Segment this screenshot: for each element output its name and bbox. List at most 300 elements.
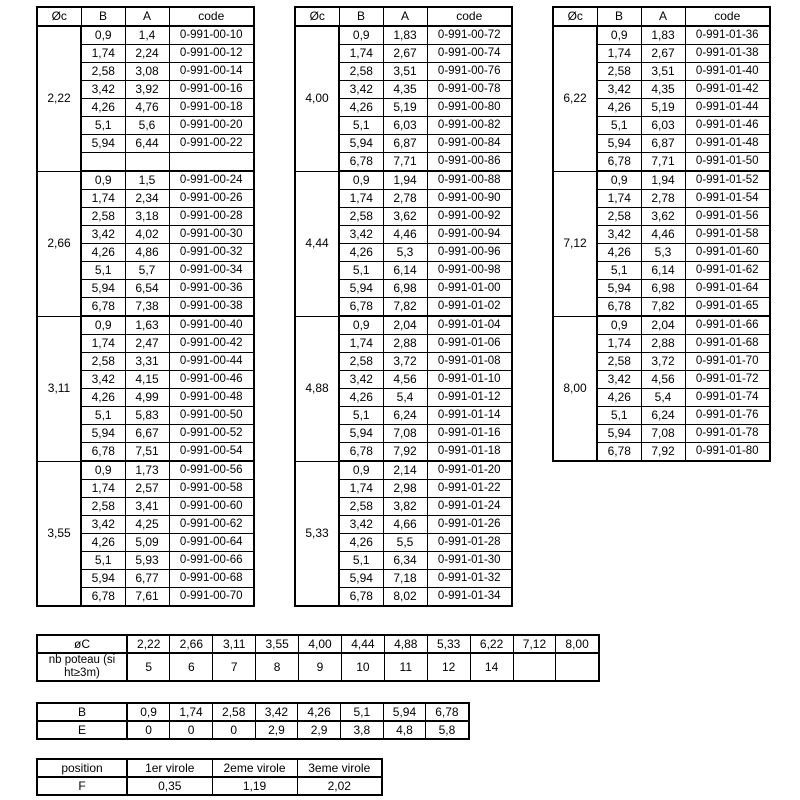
a-cell: 4,76 (125, 99, 169, 117)
code-cell: 0-991-01-52 (685, 171, 770, 190)
table-row (37, 703, 469, 721)
value-cell: 9 (299, 653, 342, 681)
value-cell: 7 (213, 653, 256, 681)
code-table-2 (294, 6, 513, 607)
a-cell: 3,72 (383, 353, 427, 371)
b-cell: 5,1 (339, 117, 383, 135)
a-cell: 6,14 (383, 262, 427, 280)
a-cell: 2,78 (641, 190, 685, 208)
code-cell: 0-991-01-74 (685, 389, 770, 407)
code-cell: 0-991-01-64 (685, 280, 770, 298)
position-table (36, 758, 383, 796)
a-cell: 3,31 (125, 353, 169, 371)
a-cell: 1,73 (125, 461, 169, 480)
code-cell: 0-991-00-10 (169, 26, 254, 45)
a-cell: 5,19 (383, 99, 427, 117)
diameter-cell: 4,44 (295, 171, 339, 316)
code-cell: 0-991-00-92 (427, 208, 512, 226)
value-cell: 2,9 (255, 721, 298, 739)
code-cell: 0-991-00-32 (169, 244, 254, 262)
b-cell: 2,58 (339, 353, 383, 371)
code-cell: 0-991-01-24 (427, 498, 512, 516)
value-cell: 11 (384, 653, 427, 681)
code-cell: 0-991-01-16 (427, 425, 512, 443)
value-cell (513, 653, 556, 681)
value-cell: 0 (127, 721, 170, 739)
code-cell: 0-991-01-72 (685, 371, 770, 389)
a-cell: 7,38 (125, 298, 169, 317)
b-cell: 5,94 (597, 425, 641, 443)
table-row (295, 461, 512, 480)
b-cell: 4,26 (339, 389, 383, 407)
b-cell: 4,26 (597, 99, 641, 117)
code-cell: 0-991-01-12 (427, 389, 512, 407)
a-cell: 5,7 (125, 262, 169, 280)
a-cell: 6,24 (383, 407, 427, 425)
code-cell: 0-991-00-56 (169, 461, 254, 480)
code-cell: 0-991-00-22 (169, 135, 254, 153)
column-header: code (427, 7, 512, 26)
value-cell: 8 (256, 653, 299, 681)
code-cell: 0-991-00-94 (427, 226, 512, 244)
a-cell: 3,72 (641, 353, 685, 371)
b-cell: 5,1 (339, 262, 383, 280)
code-cell: 0-991-00-66 (169, 552, 254, 570)
a-cell: 3,41 (125, 498, 169, 516)
a-cell: 5,6 (125, 117, 169, 135)
b-cell: 5,94 (339, 280, 383, 298)
a-cell: 2,98 (383, 480, 427, 498)
b-cell: 2,58 (597, 208, 641, 226)
value-cell: 1,19 (212, 777, 297, 795)
code-cell: 0-991-00-24 (169, 171, 254, 190)
a-cell: 6,67 (125, 425, 169, 443)
b-cell: 5,1 (597, 117, 641, 135)
value-cell: 4,8 (383, 721, 426, 739)
b-cell: 4,26 (81, 244, 125, 262)
code-cell: 0-991-01-28 (427, 534, 512, 552)
a-cell: 3,51 (641, 63, 685, 81)
code-cell: 0-991-00-36 (169, 280, 254, 298)
a-cell: 5,3 (641, 244, 685, 262)
code-cell: 0-991-00-40 (169, 316, 254, 335)
b-cell: 0,9 (81, 461, 125, 480)
b-cell: 3,42 (81, 226, 125, 244)
table-row (295, 171, 512, 190)
a-cell: 7,18 (383, 570, 427, 588)
b-cell: 2,58 (339, 208, 383, 226)
b-cell: 1,74 (339, 45, 383, 63)
a-cell: 6,87 (383, 135, 427, 153)
b-cell: 5,1 (597, 262, 641, 280)
a-cell: 2,57 (125, 480, 169, 498)
a-cell: 5,93 (125, 552, 169, 570)
table-row (295, 316, 512, 335)
table-row (37, 653, 599, 681)
code-cell: 0-991-01-00 (427, 280, 512, 298)
b-cell: 1,74 (81, 335, 125, 353)
b-cell: 4,26 (81, 389, 125, 407)
b-cell: 1,74 (339, 335, 383, 353)
column-header: A (383, 7, 427, 26)
value-cell: 5 (127, 653, 170, 681)
table-row (37, 26, 254, 45)
b-cell: 3,42 (339, 81, 383, 99)
a-cell: 6,98 (383, 280, 427, 298)
column-header: A (641, 7, 685, 26)
b-cell: 4,26 (81, 534, 125, 552)
b-cell: 1,74 (597, 190, 641, 208)
value-cell: 2,58 (212, 703, 255, 721)
a-cell: 2,67 (383, 45, 427, 63)
b-cell: 5,94 (339, 425, 383, 443)
code-cell: 0-991-00-74 (427, 45, 512, 63)
column-header: B (339, 7, 383, 26)
column-header: B (81, 7, 125, 26)
code-cell: 0-991-01-50 (685, 153, 770, 172)
code-cell: 0-991-00-50 (169, 407, 254, 425)
diameter-cell: 7,12 (553, 171, 597, 316)
b-cell: 2,58 (597, 63, 641, 81)
b-cell: 5,1 (81, 407, 125, 425)
b-cell: 3,42 (81, 81, 125, 99)
a-cell: 7,82 (383, 298, 427, 317)
value-cell: 2,9 (298, 721, 341, 739)
b-cell: 6,78 (339, 588, 383, 607)
code-cell: 0-991-00-96 (427, 244, 512, 262)
value-cell: 5,1 (340, 703, 383, 721)
a-cell: 2,88 (641, 335, 685, 353)
b-cell: 4,26 (81, 99, 125, 117)
b-cell: 0,9 (339, 316, 383, 335)
code-cell: 0-991-01-60 (685, 244, 770, 262)
value-cell: 2,66 (170, 635, 213, 653)
b-cell: 5,94 (597, 280, 641, 298)
b-cell: 1,74 (339, 480, 383, 498)
code-cell: 0-991-01-22 (427, 480, 512, 498)
code-cell: 0-991-00-54 (169, 443, 254, 462)
a-cell: 1,94 (641, 171, 685, 190)
code-cell: 0-991-00-16 (169, 81, 254, 99)
b-cell: 3,42 (339, 226, 383, 244)
code-cell: 0-991-00-26 (169, 190, 254, 208)
code-cell: 0-991-00-44 (169, 353, 254, 371)
diameter-cell: 3,11 (37, 316, 81, 461)
b-cell: 3,42 (597, 371, 641, 389)
row-label: position (37, 759, 127, 777)
b-e-table (36, 702, 470, 740)
a-cell: 7,92 (383, 443, 427, 462)
code-cell: 0-991-01-80 (685, 443, 770, 462)
value-cell: 3,11 (213, 635, 256, 653)
a-cell: 1,4 (125, 26, 169, 45)
value-cell: 5,8 (426, 721, 469, 739)
b-cell: 0,9 (339, 171, 383, 190)
a-cell: 6,44 (125, 135, 169, 153)
b-cell: 5,94 (81, 135, 125, 153)
code-cell: 0-991-01-65 (685, 298, 770, 317)
b-cell: 2,58 (339, 498, 383, 516)
diameter-cell: 2,66 (37, 171, 81, 316)
value-cell: 3eme virole (297, 759, 382, 777)
a-cell: 5,4 (641, 389, 685, 407)
value-cell: 0,9 (127, 703, 170, 721)
b-cell: 5,94 (339, 135, 383, 153)
code-cell: 0-991-01-46 (685, 117, 770, 135)
b-cell: 2,58 (81, 63, 125, 81)
a-cell: 1,83 (383, 26, 427, 45)
table-row (37, 461, 254, 480)
code-cell: 0-991-01-38 (685, 45, 770, 63)
b-cell: 5,94 (81, 425, 125, 443)
code-cell: 0-991-01-42 (685, 81, 770, 99)
b-cell: 0,9 (81, 316, 125, 335)
code-cell: 0-991-00-38 (169, 298, 254, 317)
diameter-cell: 8,00 (553, 316, 597, 461)
a-cell: 6,03 (641, 117, 685, 135)
code-cell: 0-991-01-10 (427, 371, 512, 389)
a-cell: 2,14 (383, 461, 427, 480)
a-cell: 1,83 (641, 26, 685, 45)
a-cell: 6,03 (383, 117, 427, 135)
code-cell: 0-991-01-56 (685, 208, 770, 226)
code-cell: 0-991-01-36 (685, 26, 770, 45)
b-cell: 3,42 (81, 371, 125, 389)
a-cell: 4,35 (641, 81, 685, 99)
code-cell: 0-991-01-18 (427, 443, 512, 462)
b-cell: 6,78 (597, 153, 641, 172)
a-cell: 1,63 (125, 316, 169, 335)
b-cell: 2,58 (81, 208, 125, 226)
b-cell: 3,42 (597, 81, 641, 99)
a-cell: 4,35 (383, 81, 427, 99)
value-cell: 4,00 (299, 635, 342, 653)
row-label: nb poteau (si ht≥3m) (37, 653, 127, 681)
b-cell: 5,94 (597, 135, 641, 153)
value-cell: 2,22 (127, 635, 170, 653)
a-cell: 2,34 (125, 190, 169, 208)
code-cell: 0-991-00-18 (169, 99, 254, 117)
code-cell: 0-991-01-48 (685, 135, 770, 153)
code-cell: 0-991-01-66 (685, 316, 770, 335)
value-cell (556, 653, 599, 681)
code-cell: 0-991-00-60 (169, 498, 254, 516)
code-table-1 (36, 6, 255, 607)
a-cell: 6,77 (125, 570, 169, 588)
code-cell: 0-991-00-12 (169, 45, 254, 63)
value-cell: 14 (470, 653, 513, 681)
b-cell: 4,26 (339, 99, 383, 117)
row-label: E (37, 721, 127, 739)
table-row (37, 721, 469, 739)
value-cell: 2eme virole (212, 759, 297, 777)
a-cell: 5,5 (383, 534, 427, 552)
a-cell: 2,04 (641, 316, 685, 335)
code-cell: 0-991-00-76 (427, 63, 512, 81)
code-cell: 0-991-01-32 (427, 570, 512, 588)
a-cell: 2,04 (383, 316, 427, 335)
code-cell: 0-991-00-84 (427, 135, 512, 153)
b-cell: 0,9 (81, 171, 125, 190)
code-cell: 0-991-01-54 (685, 190, 770, 208)
code-cell: 0-991-01-40 (685, 63, 770, 81)
b-cell: 2,58 (339, 63, 383, 81)
a-cell: 4,46 (641, 226, 685, 244)
table-row (553, 316, 770, 335)
code-cell: 0-991-00-80 (427, 99, 512, 117)
b-cell: 1,74 (597, 45, 641, 63)
b-cell: 2,58 (81, 498, 125, 516)
a-cell: 6,54 (125, 280, 169, 298)
code-cell: 0-991-01-20 (427, 461, 512, 480)
b-cell: 5,1 (81, 117, 125, 135)
code-cell: 0-991-00-48 (169, 389, 254, 407)
code-cell: 0-991-01-76 (685, 407, 770, 425)
code-cell: 0-991-00-52 (169, 425, 254, 443)
code-cell: 0-991-00-82 (427, 117, 512, 135)
code-cell: 0-991-00-46 (169, 371, 254, 389)
b-cell: 5,94 (81, 570, 125, 588)
code-cell: 0-991-00-34 (169, 262, 254, 280)
b-cell: 5,1 (81, 552, 125, 570)
a-cell: 7,92 (641, 443, 685, 462)
a-cell: 6,34 (383, 552, 427, 570)
b-cell: 1,74 (597, 335, 641, 353)
a-cell: 2,78 (383, 190, 427, 208)
b-cell: 6,78 (81, 443, 125, 462)
b-cell: 5,1 (339, 407, 383, 425)
code-cell: 0-991-00-64 (169, 534, 254, 552)
b-cell: 4,26 (597, 389, 641, 407)
code-cell: 0-991-01-78 (685, 425, 770, 443)
a-cell: 4,15 (125, 371, 169, 389)
b-cell: 5,1 (81, 262, 125, 280)
b-cell: 1,74 (81, 190, 125, 208)
a-cell: 3,82 (383, 498, 427, 516)
code-cell: 0-991-01-70 (685, 353, 770, 371)
b-cell: 2,58 (81, 353, 125, 371)
b-cell: 3,42 (81, 516, 125, 534)
a-cell: 4,56 (641, 371, 685, 389)
value-cell: 8,00 (556, 635, 599, 653)
a-cell: 3,08 (125, 63, 169, 81)
column-header: A (125, 7, 169, 26)
b-cell: 4,26 (339, 534, 383, 552)
code-cell: 0-991-00-58 (169, 480, 254, 498)
b-cell: 1,74 (339, 190, 383, 208)
b-cell: 6,78 (597, 298, 641, 317)
row-label: F (37, 777, 127, 795)
table-row (553, 26, 770, 45)
a-cell: 3,51 (383, 63, 427, 81)
a-cell: 6,14 (641, 262, 685, 280)
code-cell: 0-991-01-06 (427, 335, 512, 353)
value-cell: 1,74 (170, 703, 213, 721)
a-cell: 7,08 (383, 425, 427, 443)
header-row (37, 7, 254, 26)
code-cell: 0-991-00-20 (169, 117, 254, 135)
diameter-cell: 2,22 (37, 26, 81, 171)
value-cell: 6 (170, 653, 213, 681)
code-cell: 0-991-00-68 (169, 570, 254, 588)
value-cell: 6,22 (470, 635, 513, 653)
value-cell: 0,35 (127, 777, 212, 795)
code-cell: 0-991-01-14 (427, 407, 512, 425)
code-cell: 0-991-01-30 (427, 552, 512, 570)
a-cell: 4,56 (383, 371, 427, 389)
code-cell: 0-991-01-68 (685, 335, 770, 353)
a-cell: 4,02 (125, 226, 169, 244)
b-cell: 0,9 (597, 316, 641, 335)
table-row (37, 759, 382, 777)
code-cell: 0-991-00-42 (169, 335, 254, 353)
a-cell: 3,62 (641, 208, 685, 226)
b-cell: 3,42 (597, 226, 641, 244)
code-cell: 0-991-00-88 (427, 171, 512, 190)
code-cell: 0-991-00-62 (169, 516, 254, 534)
diameter-cell: 4,00 (295, 26, 339, 171)
value-cell: 3,8 (340, 721, 383, 739)
a-cell: 5,09 (125, 534, 169, 552)
code-cell: 0-991-00-28 (169, 208, 254, 226)
b-cell (81, 153, 125, 172)
a-cell: 3,92 (125, 81, 169, 99)
code-cell: 0-991-01-08 (427, 353, 512, 371)
b-cell: 6,78 (339, 153, 383, 172)
b-cell: 6,78 (597, 443, 641, 462)
a-cell (125, 153, 169, 172)
value-cell: 0 (170, 721, 213, 739)
a-cell: 1,94 (383, 171, 427, 190)
a-cell: 4,86 (125, 244, 169, 262)
a-cell: 5,4 (383, 389, 427, 407)
code-cell: 0-991-01-58 (685, 226, 770, 244)
code-cell: 0-991-00-86 (427, 153, 512, 172)
value-cell: 1er virole (127, 759, 212, 777)
code-cell: 0-991-01-62 (685, 262, 770, 280)
a-cell: 6,98 (641, 280, 685, 298)
value-cell: 4,44 (341, 635, 384, 653)
code-cell: 0-991-01-44 (685, 99, 770, 117)
column-header: Øc (295, 7, 339, 26)
value-cell: 7,12 (513, 635, 556, 653)
a-cell: 5,83 (125, 407, 169, 425)
header-row (553, 7, 770, 26)
b-cell: 0,9 (597, 26, 641, 45)
value-cell: 4,26 (298, 703, 341, 721)
a-cell: 6,24 (641, 407, 685, 425)
column-header: Øc (37, 7, 81, 26)
b-cell: 1,74 (81, 480, 125, 498)
a-cell: 3,18 (125, 208, 169, 226)
column-header: code (685, 7, 770, 26)
code-cell: 0-991-00-70 (169, 588, 254, 607)
value-cell: 3,42 (255, 703, 298, 721)
b-cell: 6,78 (339, 443, 383, 462)
table-row (553, 171, 770, 190)
value-cell: 12 (427, 653, 470, 681)
b-cell: 0,9 (81, 26, 125, 45)
b-cell: 3,42 (339, 371, 383, 389)
diameter-cell: 6,22 (553, 26, 597, 171)
code-cell: 0-991-00-90 (427, 190, 512, 208)
value-cell: 0 (212, 721, 255, 739)
b-cell: 0,9 (597, 171, 641, 190)
code-cell: 0-991-00-30 (169, 226, 254, 244)
value-cell: 3,55 (256, 635, 299, 653)
b-cell: 5,1 (339, 552, 383, 570)
code-cell: 0-991-01-34 (427, 588, 512, 607)
